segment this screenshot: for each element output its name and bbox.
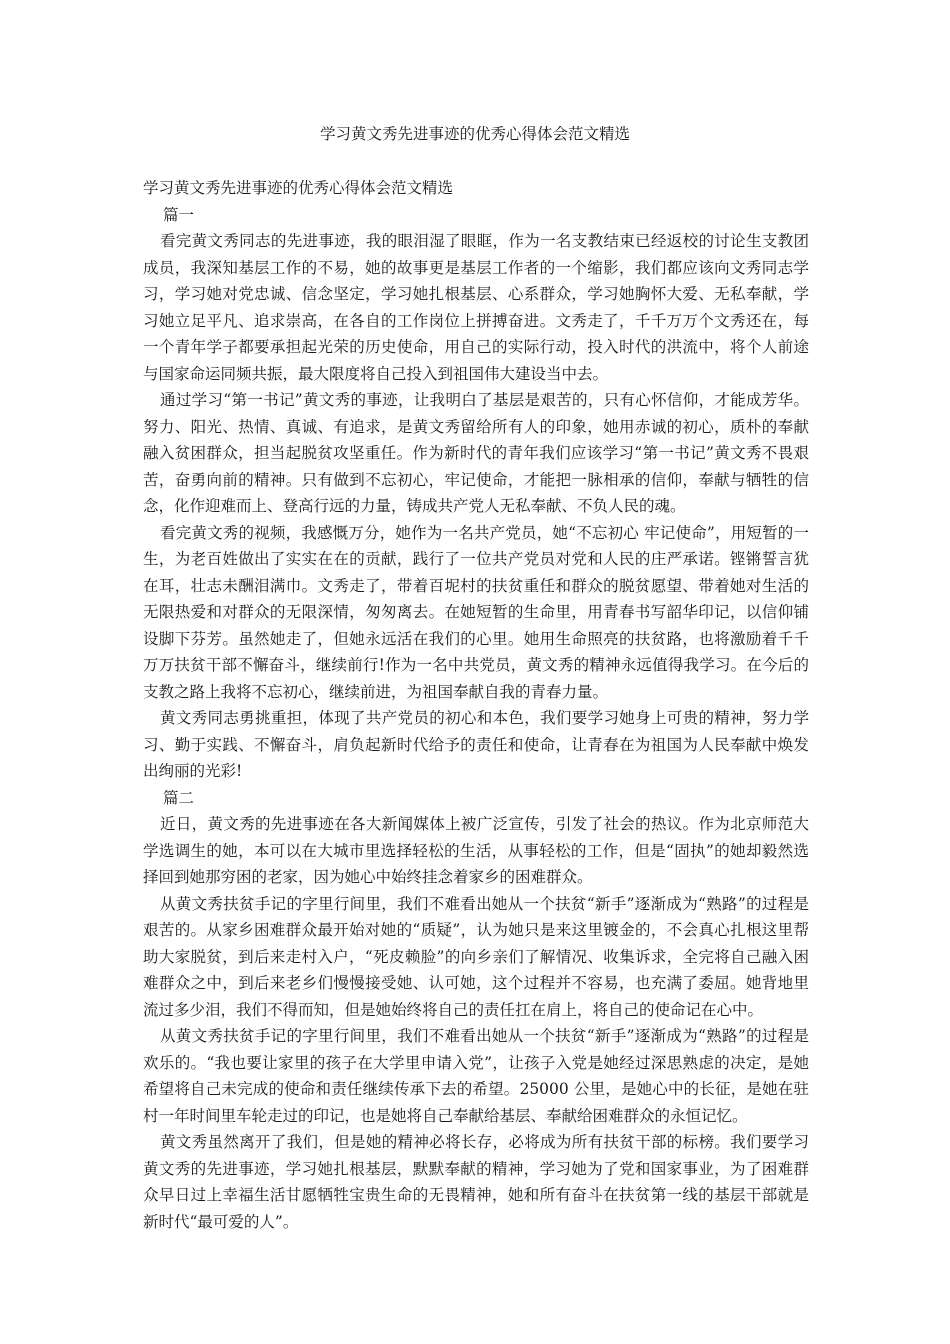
paragraph: 从黄文秀扶贫手记的字里行间里，我们不难看出她从一个扶贫“新手”逐渐成为“熟路”的过程是欢乐的。“我也要让家里的孩子在大学里申请入党”，让孩子入党是她经过深思熟虑的决定，是她希望将自己未完成的使命和责任继续传承下去的希望。25000 公里，是她心中的长征，是她在驻村一年时间里车轮走过的印记，也是她将自己奉献给基层、奉献给困难群众的永恒记忆。 — [143, 1027, 809, 1125]
paragraph: 黄文秀虽然离开了我们，但是她的精神必将长存，必将成为所有扶贫干部的标榜。我们要学习黄文秀的先进事迹，学习她扎根基层，默默奉献的精神，学习她为了党和国家事业，为了困难群众早日过上幸福生活甘愿牺牲宝贵生命的无畏精神，她和所有奋斗在扶贫第一线的基层干部就是新时代“最可爱的人”。 — [143, 1133, 809, 1231]
paragraph: 从黄文秀扶贫手记的字里行间里，我们不难看出她从一个扶贫“新手”逐渐成为“熟路”的过程是艰苦的。从家乡困难群众最开始对她的“质疑”，认为她只是来这里镀金的，不会真心扎根这里帮助大家脱贫，到后来走村入户，“死皮赖脸”的向乡亲们了解情况、收集诉求，全完将自己融入困难群众之中，到后来老乡们慢慢接受她、认可她，这个过程并不容易，也充满了委屈。她背地里流过多少泪，我们不得而知，但是她始终将自己的责任扛在肩上，将自己的使命记在心中。 — [143, 894, 809, 1019]
document-body — [143, 175, 809, 1235]
section-label: 篇一 — [163, 205, 195, 224]
paragraph: 黄文秀同志勇挑重担，体现了共产党员的初心和本色，我们要学习她身上可贵的精神，努力学习、勤于实践、不懈奋斗，肩负起新时代给予的责任和使命，让青春在为祖国为人民奉献中焕发出绚丽的光彩! — [143, 709, 809, 780]
paragraph: 看完黄文秀的视频，我感慨万分，她作为一名共产党员，她“不忘初心 牢记使命”，用短暂的一生，为老百姓做出了实实在在的贡献，践行了一位共产党员对党和人民的庄严承诺。铿锵誓言犹在耳，壮志未酬泪满巾。文秀走了，带着百坭村的扶贫重任和群众的脱贫愿望、带着她对生活的无限热爱和对群众的无限深情，匆匆离去。在她短暂的生命里，用青春书写韶华印记，以信仰铺设脚下芬芳。虽然她走了，但她永远活在我们的心里。她用生命照亮的扶贫路，也将激励着千千万万扶贫干部不懈奋斗，继续前行!作为一名中共党员，黄文秀的精神永远值得我学习。在今后的支教之路上我将不忘初心，继续前进，为祖国奉献自我的青春力量。 — [143, 523, 809, 701]
document-subtitle: 学习黄文秀先进事迹的优秀心得体会范文精选 — [143, 179, 454, 197]
section-label: 篇二 — [163, 788, 195, 807]
paragraph: 近日，黄文秀的先进事迹在各大新闻媒体上被广泛宣传，引发了社会的热议。作为北京师范大学选调生的她，本可以在大城市里选择轻松的生活，从事轻松的工作，但是“固执”的她却毅然选择回到她那穷困的老家，因为她心中始终挂念着家乡的困难群众。 — [143, 815, 809, 886]
paragraph: 看完黄文秀同志的先进事迹，我的眼泪湿了眼眶，作为一名支教结束已经返校的讨论生支教团成员，我深知基层工作的不易，她的故事更是基层工作者的一个缩影，我们都应该向文秀同志学习，学习她对党忠诚、信念坚定，学习她扎根基层、心系群众，学习她胸怀大爱、无私奉献，学习她立足平凡、追求崇高，在各自的工作岗位上拼搏奋进。文秀走了，千千万万个文秀还在，每一个青年学子都要承担起光荣的历史使命，用自己的实际行动，投入时代的洪流中，将个人前途与国家命运同频共振，最大限度将自己投入到祖国伟大建设当中去。 — [143, 232, 809, 383]
section-1 — [143, 202, 809, 785]
section-2 — [143, 785, 809, 1236]
paragraph: 通过学习“第一书记”黄文秀的事迹，让我明白了基层是艰苦的，只有心怀信仰，才能成芳华。努力、阳光、热情、真诚、有追求，是黄文秀留给所有人的印象，她用赤诚的初心，质朴的奉献融入贫困群众，担当起脱贫攻坚重任。作为新时代的青年我们应该学习“第一书记”黄文秀不畏艰苦，奋勇向前的精神。只有做到不忘初心，牢记使命，才能把一脉相承的信仰，奉献与牺牲的信念，化作迎难而上、登高行远的力量，铸成共产党人无私奉献、不负人民的魂。 — [143, 391, 809, 515]
document-title: 学习黄文秀先进事迹的优秀心得体会范文精选 — [319, 125, 630, 143]
